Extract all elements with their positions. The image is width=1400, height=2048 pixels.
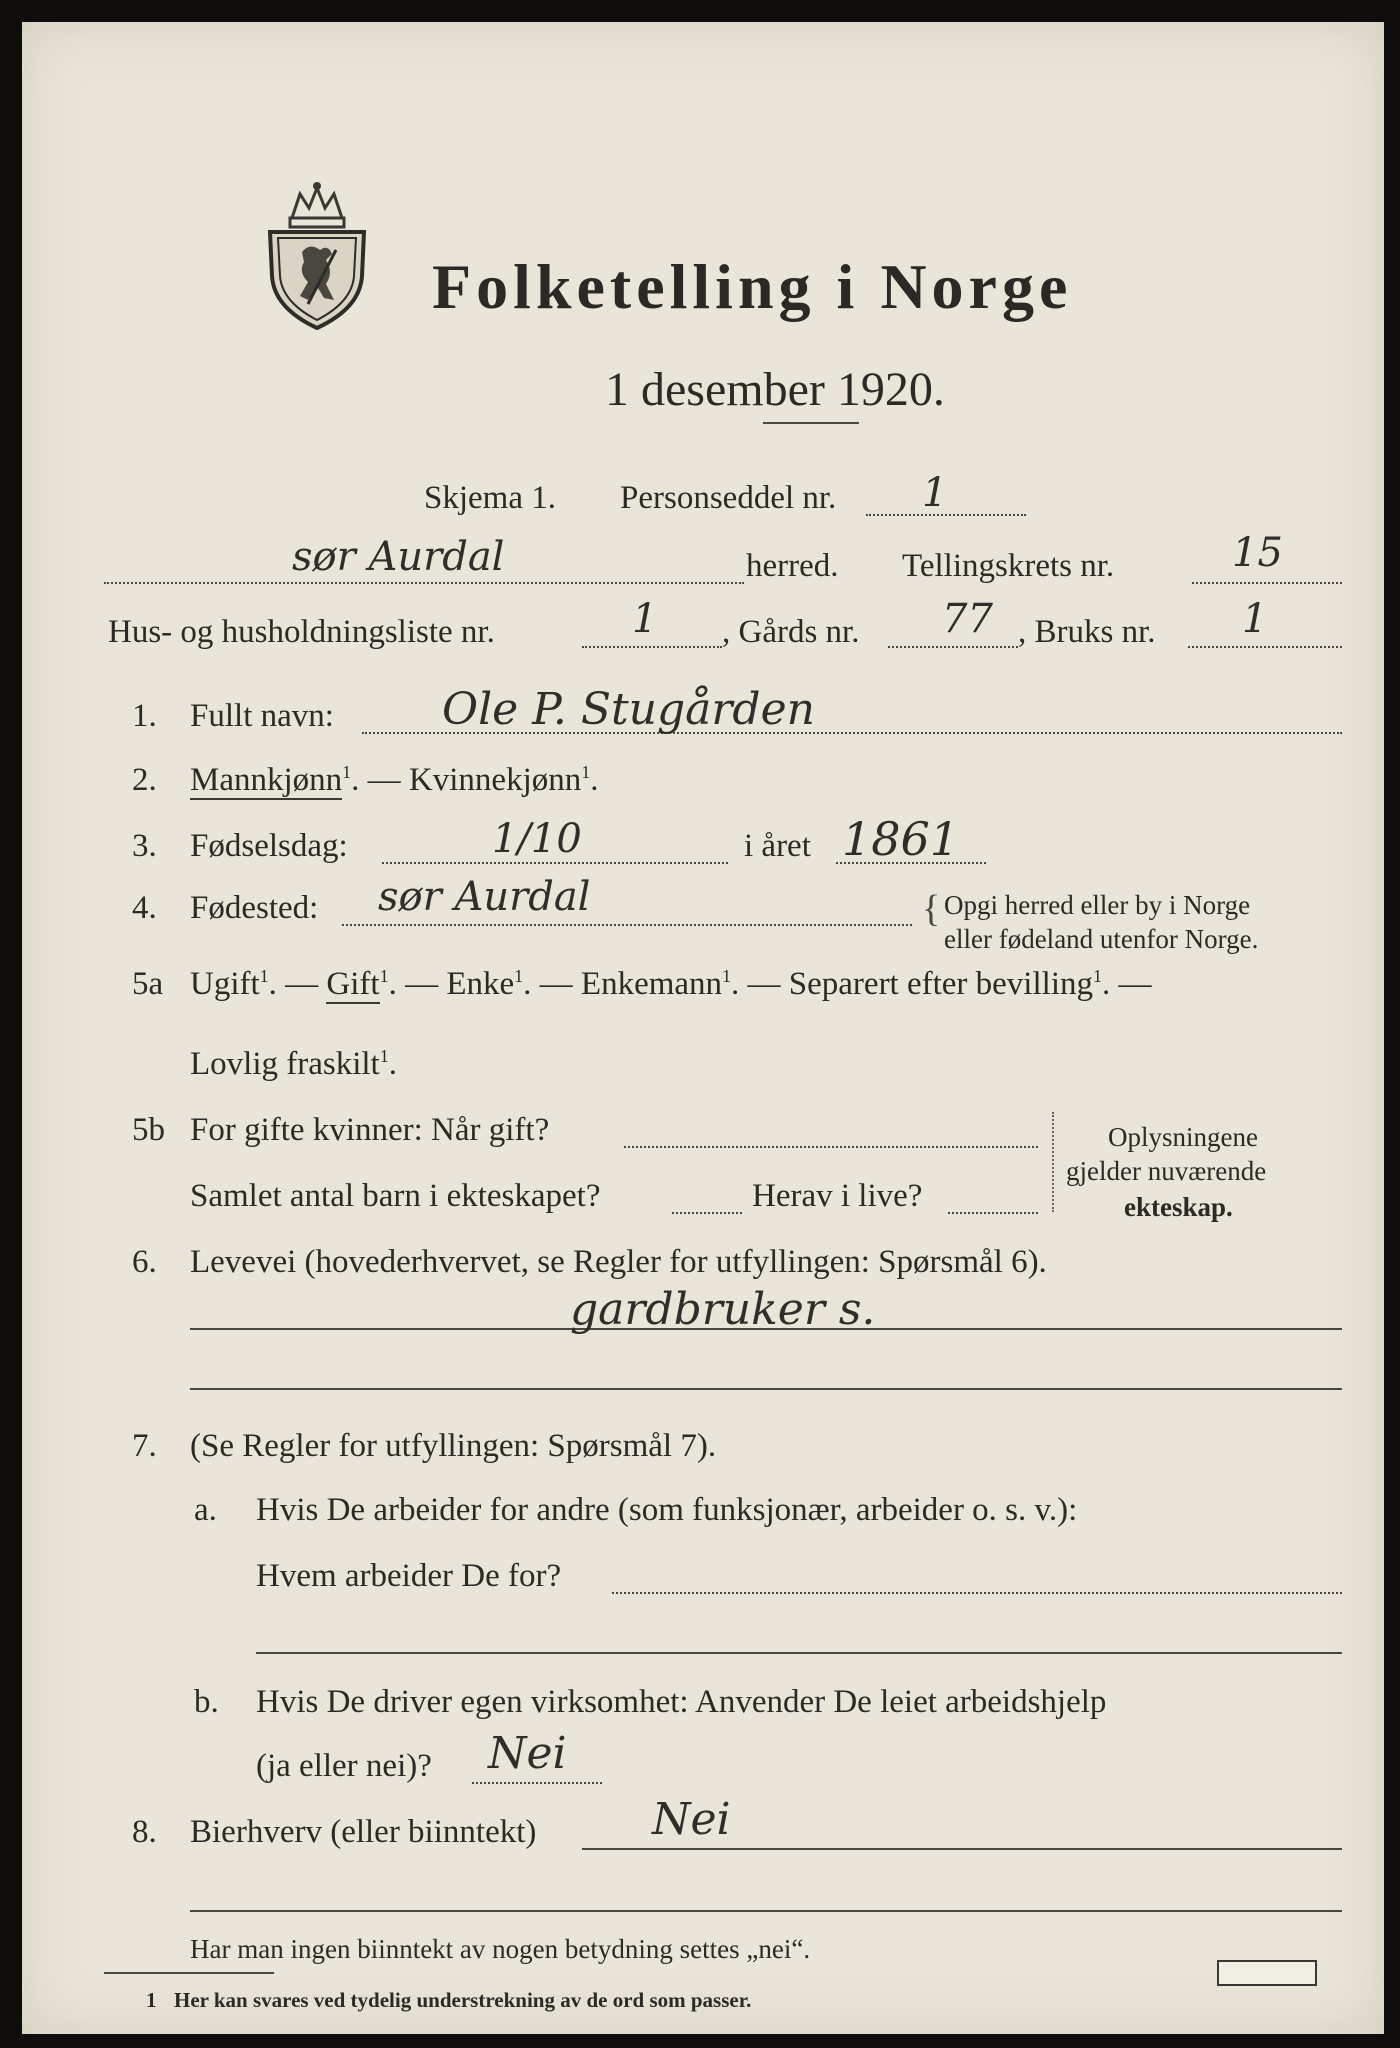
census-form-sheet — [22, 22, 1384, 2034]
footnote-text: Her kan svares ved tydelig understrekning av de ord som passer. — [174, 1988, 752, 2012]
gards-line — [888, 646, 1018, 648]
q7b-value[interactable]: Nei — [488, 1728, 567, 1779]
tellingskrets-value[interactable]: 15 — [1232, 530, 1283, 576]
q8-answer-line — [582, 1848, 1342, 1850]
option-enke[interactable]: Enke — [446, 966, 515, 1002]
q3-label: Fødselsdag: — [190, 828, 348, 864]
footnote-mark: 1 — [146, 1988, 157, 2012]
occupation-value[interactable]: gardbruker s. — [570, 1284, 876, 1335]
tellingskrets-line — [1192, 582, 1342, 584]
bruks-value[interactable]: 1 — [1242, 596, 1268, 642]
marital-status-options: Ugift$^1$. — Gift$^1$. — Enke$^1$. — Enkemann$^1$. — Separert efter bevilling$^1$. — — [190, 966, 1152, 1002]
hus-label: Hus- og husholdningsliste nr. — [108, 614, 495, 650]
birthplace-value[interactable]: sør Aurdal — [378, 874, 591, 920]
form-title: Folketelling i Norge — [432, 251, 1073, 322]
printer-stamp — [1217, 1960, 1317, 1986]
q8-label: Bierhverv (eller biinntekt) — [190, 1814, 537, 1850]
q4-number: 4. — [132, 890, 157, 926]
q7b-letter: b. — [194, 1684, 219, 1720]
q5b-herav-label: Herav i live? — [752, 1178, 923, 1214]
option-ugift[interactable]: Ugift — [190, 966, 260, 1002]
hus-line — [582, 646, 722, 648]
q7a-extra-line — [256, 1652, 1342, 1654]
hus-value[interactable]: 1 — [632, 596, 658, 642]
gender-options: Mannkjønn$^1$. — Kvinnekjønn$^1$. — [190, 762, 599, 798]
q2-number: 2. — [132, 762, 157, 798]
naar-gift-line — [624, 1146, 1038, 1148]
tellingskrets-label: Tellingskrets nr. — [902, 548, 1115, 584]
personseddel-label: Personseddel nr. — [620, 480, 837, 516]
q6-number: 6. — [132, 1244, 157, 1280]
q7a-letter: a. — [194, 1492, 217, 1528]
q5b-line1: For gifte kvinner: Når gift? — [190, 1112, 550, 1148]
herred-line — [104, 582, 744, 584]
footer-note: Har man ingen biinntekt av nogen betydning settes „nei“. — [190, 1934, 811, 1964]
q7-label: (Se Regler for utfyllingen: Spørsmål 7). — [190, 1428, 717, 1464]
q4-note-brace: { — [922, 888, 941, 930]
q3-line — [382, 862, 728, 864]
footnote-divider — [104, 1972, 274, 1974]
q7a-line1: Hvis De arbeider for andre (som funksjonær, arbeider o. s. v.): — [256, 1492, 1078, 1528]
q8-value[interactable]: Nei — [652, 1794, 731, 1845]
option-gift[interactable]: Gift — [326, 966, 380, 1002]
q8-extra-line — [190, 1910, 1342, 1912]
herred-label: herred. — [746, 548, 839, 584]
herred-value[interactable]: sør Aurdal — [292, 534, 505, 580]
coat-of-arms-icon — [262, 180, 372, 330]
option-lovlig-fraskilt[interactable]: Lovlig fraskilt — [190, 1046, 380, 1082]
bruks-label: , Bruks nr. — [1018, 614, 1156, 650]
q5b-number: 5b — [132, 1112, 165, 1148]
q7a-answer-line — [612, 1592, 1342, 1594]
herav-line — [948, 1212, 1038, 1214]
birthyear-value[interactable]: 1861 — [842, 812, 960, 866]
q4-line — [342, 924, 912, 926]
aaret-label: i året — [744, 828, 811, 864]
birthdate-value[interactable]: 1/10 — [492, 816, 582, 862]
q4-label: Fødested: — [190, 890, 319, 926]
option-mannkjonn[interactable]: Mannkjønn — [190, 762, 343, 798]
lovlig-fraskilt-row: Lovlig fraskilt$^1$. — [190, 1046, 397, 1082]
header-divider — [763, 422, 859, 424]
q4-note-line1: Opgi herred eller by i Norge — [944, 890, 1251, 920]
q5b-barn-label: Samlet antal barn i ekteskapet? — [190, 1178, 601, 1214]
q7b-line2: (ja eller nei)? — [256, 1748, 432, 1784]
barn-line — [672, 1212, 742, 1214]
option-separert[interactable]: Separert efter bevilling — [788, 966, 1093, 1002]
full-name-value[interactable]: Ole P. Stugården — [442, 684, 815, 735]
q7b-line1: Hvis De driver egen virksomhet: Anvender De leiet arbeidshjelp — [256, 1684, 1107, 1720]
q7-number: 7. — [132, 1428, 157, 1464]
q5a-number: 5a — [132, 966, 164, 1002]
personseddel-value[interactable]: 1 — [922, 470, 948, 516]
option-kvinnekjonn[interactable]: Kvinnekjønn — [408, 762, 582, 798]
q6-label: Levevei (hovederhvervet, se Regler for utfyllingen: Spørsmål 6). — [190, 1244, 1047, 1280]
q7a-line2: Hvem arbeider De for? — [256, 1558, 562, 1594]
q7b-answer-line — [472, 1782, 602, 1784]
q5b-note-brace — [1052, 1112, 1058, 1212]
census-date: 1 desember 1920. — [605, 363, 945, 416]
bruks-line — [1188, 646, 1342, 648]
q1-label: Fullt navn: — [190, 698, 334, 734]
q5b-note-line3: ekteskap. — [1124, 1192, 1233, 1222]
q3-number: 3. — [132, 828, 157, 864]
q4-note-line2: eller fødeland utenfor Norge. — [944, 924, 1259, 954]
q5b-note-line2: gjelder nuværende — [1066, 1156, 1267, 1186]
q8-number: 8. — [132, 1814, 157, 1850]
gards-label: , Gårds nr. — [722, 614, 860, 650]
q6-line2 — [190, 1388, 1342, 1390]
q5b-note-line1: Oplysningene — [1108, 1122, 1258, 1152]
option-enkemann[interactable]: Enkemann — [580, 966, 723, 1002]
skjema-label: Skjema 1. — [424, 480, 556, 516]
q1-number: 1. — [132, 698, 157, 734]
gards-value[interactable]: 77 — [942, 596, 993, 642]
